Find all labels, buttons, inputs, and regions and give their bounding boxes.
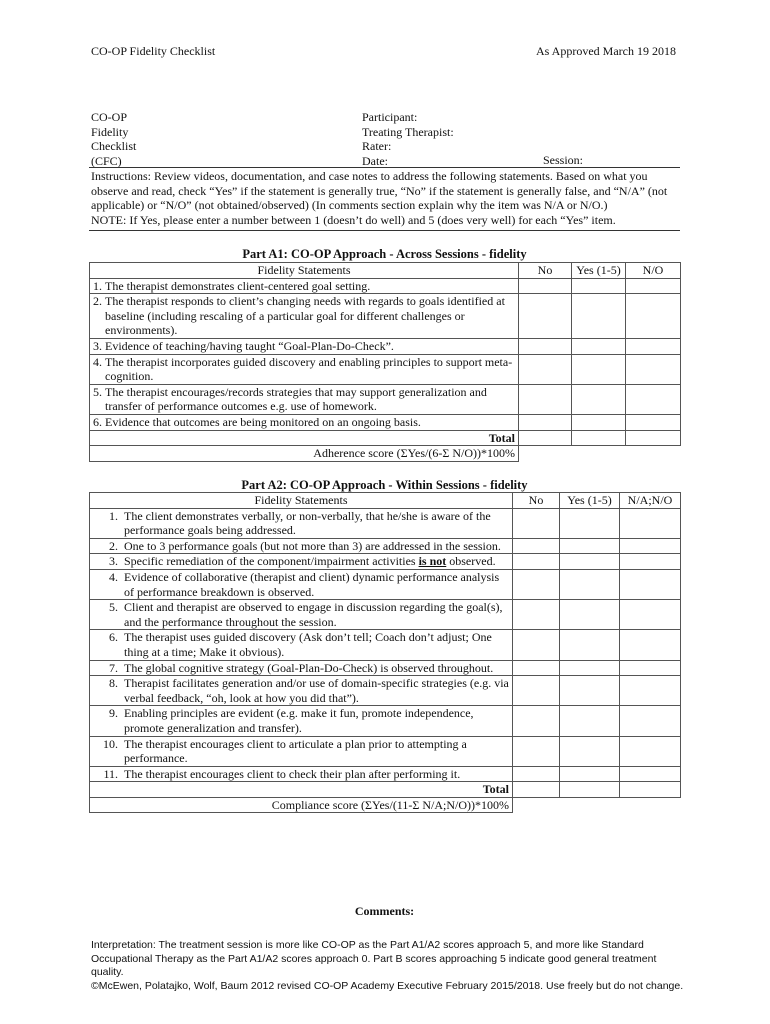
part-a2-title: Part A2: CO-OP Approach - Within Sessions - fidelity xyxy=(241,478,528,492)
statement-cell xyxy=(90,294,519,339)
part-a1-title: Part A1: CO-OP Approach - Across Sessions - fidelity xyxy=(242,247,527,261)
total-na-no-cell[interactable] xyxy=(620,782,681,798)
no-cell[interactable] xyxy=(626,294,681,339)
total-row xyxy=(90,782,681,798)
no-cell[interactable] xyxy=(626,354,681,384)
na-no-cell[interactable] xyxy=(620,630,681,660)
yes-cell[interactable] xyxy=(560,660,620,676)
table-row xyxy=(90,294,681,339)
table-row xyxy=(90,354,681,384)
item-number: 10. xyxy=(103,736,118,751)
statement-cell xyxy=(90,736,513,766)
no-cell[interactable] xyxy=(513,676,560,706)
no-cell[interactable] xyxy=(513,630,560,660)
no-cell[interactable] xyxy=(519,294,572,339)
statement-cell xyxy=(90,508,513,538)
yes-cell[interactable] xyxy=(560,569,620,599)
no-cell[interactable] xyxy=(626,338,681,354)
no-cell[interactable] xyxy=(513,736,560,766)
statement-cell xyxy=(90,338,519,354)
date-field[interactable]: Date: xyxy=(362,153,388,168)
table-row xyxy=(90,278,681,294)
item-text: The therapist encourages client to articulate a plan prior to attempting a performance. xyxy=(124,736,467,766)
table-row xyxy=(90,706,681,736)
table-row xyxy=(90,414,681,430)
statement-cell xyxy=(90,554,513,570)
yes-cell[interactable] xyxy=(572,384,626,414)
adherence-score-label: Adherence score (ΣYes/(6-Σ N/O))*100% xyxy=(90,446,519,462)
table-row xyxy=(90,736,681,766)
participant-field[interactable]: Participant: xyxy=(362,110,418,124)
statement-cell xyxy=(90,660,513,676)
item-text: The therapist responds to client’s changing needs with regards to goals identified at baseline (including rescaling of a particular goal for different challenges or environments). xyxy=(105,294,505,338)
na-no-cell[interactable] xyxy=(620,676,681,706)
item-number: 1. xyxy=(93,278,102,293)
instructions-text: Instructions: Review videos, documentation, and case notes to address the following statements. Based on what you observe and read, check “Yes” if the statement is generally true, “No” if the statement is generally false, and “N/A” (not applicable) or “N/O” (not obtained/observed) (In comments section explain why the item was N/A or N/O.) xyxy=(91,169,668,213)
compliance-score-label: Compliance score (ΣYes/(11-Σ N/A;N/O))*100% xyxy=(90,797,513,813)
part-a1-table xyxy=(89,262,681,462)
part-a2-table xyxy=(89,492,681,813)
table-header-row xyxy=(90,493,681,509)
item-text: One to 3 performance goals (but not more than 3) are addressed in the session. xyxy=(124,538,501,553)
no-cell[interactable] xyxy=(519,384,572,414)
item-text: Evidence that outcomes are being monitored on an ongoing basis. xyxy=(105,414,421,429)
total-no-cell[interactable] xyxy=(513,782,560,798)
total-row xyxy=(90,430,681,446)
na-no-cell[interactable] xyxy=(620,660,681,676)
statement-cell xyxy=(90,538,513,554)
na-no-cell[interactable] xyxy=(620,554,681,570)
item-text xyxy=(124,554,509,569)
interpretation-text: Interpretation: The treatment session is more like CO-OP as the Part A1/A2 scores approach 5, and more like Standard Occupational Therapy as the Part A1/A2 scores approach 0. Part B scores approaching 5 indicate good general treatment quality. xyxy=(91,939,657,979)
yes-cell[interactable] xyxy=(560,554,620,570)
yes-cell[interactable] xyxy=(572,354,626,384)
total-label: Total xyxy=(90,782,513,798)
form-name-line: CO-OP xyxy=(91,110,128,124)
no-cell[interactable] xyxy=(519,338,572,354)
item-number: 9. xyxy=(109,706,118,721)
table-row xyxy=(90,660,681,676)
col-no: N/O xyxy=(626,263,681,279)
na-no-cell[interactable] xyxy=(620,736,681,766)
divider xyxy=(89,167,680,168)
col-no: No xyxy=(513,493,560,509)
footer xyxy=(91,939,686,993)
item-number: 11. xyxy=(103,766,118,781)
no-cell[interactable] xyxy=(519,354,572,384)
therapist-field[interactable]: Treating Therapist: xyxy=(362,124,454,139)
item-text-part: Specific remediation of the component/impairment activities xyxy=(124,554,419,569)
table-row xyxy=(90,630,681,660)
na-no-cell[interactable] xyxy=(620,508,681,538)
form-name-block xyxy=(91,110,136,168)
na-no-cell[interactable] xyxy=(620,569,681,599)
table-row xyxy=(90,676,681,706)
yes-cell[interactable] xyxy=(560,538,620,554)
statement-cell xyxy=(90,676,513,706)
item-text: The global cognitive strategy (Goal-Plan-Do-Check) is observed throughout. xyxy=(124,660,494,675)
yes-cell[interactable] xyxy=(560,706,620,736)
no-cell[interactable] xyxy=(513,600,560,630)
item-number: 8. xyxy=(109,676,118,691)
item-text: Evidence of collaborative (therapist and client) dynamic performance analysis of performance breakdown is observed. xyxy=(124,569,500,599)
yes-cell[interactable] xyxy=(572,294,626,339)
table-row xyxy=(90,766,681,782)
instructions-note: NOTE: If Yes, please enter a number between 1 (doesn’t do well) and 5 (does very well) for each “Yes” item. xyxy=(91,212,616,227)
statement-cell xyxy=(90,600,513,630)
yes-cell[interactable] xyxy=(560,676,620,706)
comments-heading: Comments: xyxy=(354,904,415,918)
table-row xyxy=(90,569,681,599)
col-no: No xyxy=(519,263,572,279)
table-row xyxy=(90,600,681,630)
no-cell[interactable] xyxy=(513,766,560,782)
statement-cell xyxy=(90,414,519,430)
statement-cell xyxy=(90,706,513,736)
form-name-line: (CFC) xyxy=(91,153,122,168)
item-number: 6. xyxy=(93,414,102,429)
item-text: The therapist demonstrates client-centered goal setting. xyxy=(105,278,371,293)
item-text: The therapist incorporates guided discovery and enabling principles to support meta-cognition. xyxy=(105,354,513,384)
item-text: Therapist facilitates generation and/or use of domain-specific strategies (e.g. via verbal feedback, “oh, look at how you did that”). xyxy=(124,676,509,705)
item-number: 1. xyxy=(109,508,118,523)
approval-date: As Approved March 19 2018 xyxy=(536,44,676,58)
total-label: Total xyxy=(90,430,519,446)
col-fidelity-statements: Fidelity Statements xyxy=(90,263,519,279)
item-number: 6. xyxy=(109,630,118,645)
item-number: 3. xyxy=(93,338,102,353)
statement-cell xyxy=(90,569,513,599)
form-name-line: Fidelity xyxy=(91,124,129,139)
no-cell[interactable] xyxy=(513,554,560,570)
item-number: 2. xyxy=(109,538,118,553)
copyright-text: ©McEwen, Polatajko, Wolf, Baum 2012 revised CO-OP Academy Executive February 2015/2018. Use freely but do not change. xyxy=(91,979,684,992)
na-no-cell[interactable] xyxy=(620,706,681,736)
item-text: The client demonstrates verbally, or non-verbally, that he/she is aware of the performance goals being addressed. xyxy=(124,508,491,538)
total-yes-cell[interactable] xyxy=(560,782,620,798)
item-number: 2. xyxy=(93,294,102,309)
table-row xyxy=(90,384,681,414)
item-text: The therapist uses guided discovery (Ask don’t tell; Coach don’t adjust; One thing at a time; Make it obvious). xyxy=(124,630,492,659)
col-yes: Yes (1-5) xyxy=(572,263,626,279)
yes-cell[interactable] xyxy=(560,766,620,782)
no-cell[interactable] xyxy=(626,384,681,414)
total-no-cell[interactable] xyxy=(626,430,681,446)
item-number: 7. xyxy=(109,660,118,675)
instructions xyxy=(91,169,680,227)
item-text-part: observed. xyxy=(446,554,496,569)
rater-field[interactable]: Rater: xyxy=(362,139,392,154)
statement-cell xyxy=(90,384,519,414)
item-number: 5. xyxy=(93,384,102,399)
emphasis-text: is not xyxy=(418,554,447,569)
table-row xyxy=(90,508,681,538)
statement-cell xyxy=(90,354,519,384)
col-na-no: N/A;N/O xyxy=(620,493,681,509)
yes-cell[interactable] xyxy=(560,600,620,630)
score-row xyxy=(90,446,681,462)
table-header-row xyxy=(90,263,681,279)
col-fidelity-statements: Fidelity Statements xyxy=(90,493,513,509)
score-value-cell[interactable] xyxy=(513,797,681,813)
statement-cell xyxy=(90,630,513,660)
yes-cell[interactable] xyxy=(560,736,620,766)
item-number: 4. xyxy=(93,354,102,369)
item-text: Evidence of teaching/having taught “Goal-Plan-Do-Check”. xyxy=(105,338,394,353)
total-yes-cell[interactable] xyxy=(572,430,626,446)
table-row xyxy=(90,554,681,570)
no-cell[interactable] xyxy=(519,414,572,430)
yes-cell[interactable] xyxy=(572,338,626,354)
statement-cell xyxy=(90,766,513,782)
no-cell[interactable] xyxy=(513,706,560,736)
na-no-cell[interactable] xyxy=(620,600,681,630)
item-text: The therapist encourages client to check their plan after performing it. xyxy=(124,766,461,781)
no-cell[interactable] xyxy=(513,538,560,554)
divider xyxy=(89,230,680,231)
session-field[interactable]: Session: xyxy=(543,153,584,167)
score-row xyxy=(90,797,681,813)
no-cell[interactable] xyxy=(513,508,560,538)
item-number: 4. xyxy=(109,569,118,584)
yes-cell[interactable] xyxy=(572,278,626,294)
no-cell[interactable] xyxy=(626,414,681,430)
no-cell[interactable] xyxy=(513,569,560,599)
table-row xyxy=(90,538,681,554)
item-text: The therapist encourages/records strategies that may support generalization and transfer of performance outcomes e.g. use of homework. xyxy=(105,384,487,414)
item-number: 5. xyxy=(109,600,118,615)
item-text: Enabling principles are evident (e.g. make it fun, promote independence, promote generalization and transfer). xyxy=(124,706,474,735)
no-cell[interactable] xyxy=(513,660,560,676)
total-no-cell[interactable] xyxy=(519,430,572,446)
table-row xyxy=(90,338,681,354)
statement-cell xyxy=(90,278,519,294)
no-cell[interactable] xyxy=(626,278,681,294)
na-no-cell[interactable] xyxy=(620,538,681,554)
form-fields-block xyxy=(362,110,454,168)
yes-cell[interactable] xyxy=(560,508,620,538)
item-number: 3. xyxy=(109,554,118,569)
no-cell[interactable] xyxy=(519,278,572,294)
col-yes: Yes (1-5) xyxy=(560,493,620,509)
document-title: CO-OP Fidelity Checklist xyxy=(91,44,216,58)
score-value-cell[interactable] xyxy=(519,446,681,462)
na-no-cell[interactable] xyxy=(620,766,681,782)
form-name-line: Checklist xyxy=(91,139,137,154)
yes-cell[interactable] xyxy=(560,630,620,660)
yes-cell[interactable] xyxy=(572,414,626,430)
item-text: Client and therapist are observed to engage in discussion regarding the goal(s), and the performance throughout the session. xyxy=(124,600,503,629)
